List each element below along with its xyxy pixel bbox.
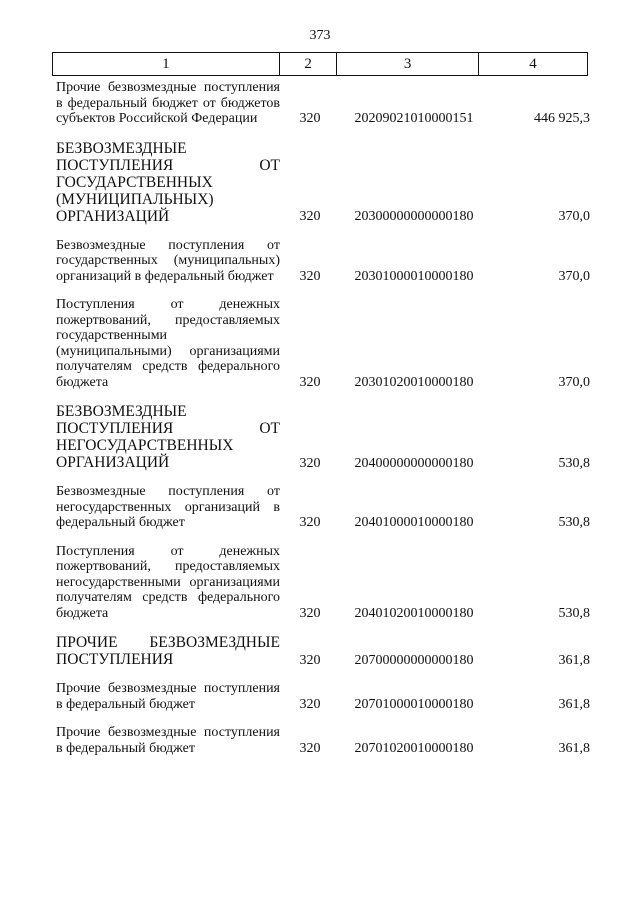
row-name: Прочие безвозмездные поступления в федеральный бюджет (56, 725, 280, 756)
row-amount: 370,0 (558, 268, 590, 284)
row-classification-code: 20209021010000151 (354, 111, 474, 126)
column-header-2: 2 (279, 53, 337, 76)
row-admin-code: 320 (299, 209, 321, 224)
column-header-3: 3 (337, 53, 479, 76)
row-admin-code: 320 (299, 740, 321, 756)
table-row (56, 725, 590, 756)
row-amount: 530,8 (558, 455, 590, 471)
row-classification-code: 20301020010000180 (354, 374, 474, 390)
table-row (56, 238, 590, 285)
table-row (56, 544, 590, 622)
row-classification-code: 20401020010000180 (354, 605, 474, 621)
table-row (56, 681, 590, 712)
row-admin-code: 320 (299, 605, 321, 621)
row-name: Прочие безвозмездные поступления в федеральный бюджет (56, 681, 280, 712)
table-row (56, 140, 590, 225)
table-row (56, 297, 590, 390)
page-number: 373 (309, 28, 331, 43)
row-name: Поступления от денежных пожертвований, предоставляемых негосударственными организациями получателям средств федерального бюджета (56, 543, 280, 621)
row-name: ПРОЧИЕ БЕЗВОЗМЕЗДНЫЕ ПОСТУПЛЕНИЯ (56, 634, 280, 668)
row-classification-code: 20700000000000180 (354, 652, 474, 668)
row-admin-code: 320 (299, 515, 321, 530)
row-amount: 370,0 (558, 374, 590, 390)
row-classification-code: 20701000010000180 (354, 696, 474, 712)
row-admin-code: 320 (299, 268, 321, 284)
column-header-table (52, 52, 588, 76)
row-amount: 361,8 (558, 696, 590, 712)
table-row (56, 634, 590, 668)
budget-rows (56, 80, 590, 769)
row-admin-code: 320 (299, 696, 321, 712)
row-amount: 361,8 (558, 652, 590, 668)
row-classification-code: 20301000010000180 (354, 268, 474, 284)
row-name: Безвозмездные поступления от государственных (муниципальных) организаций в федеральный бюджет (56, 237, 280, 284)
row-name: Прочие безвозмездные поступления в федеральный бюджет от бюджетов субъектов Российской Федерации (56, 80, 280, 126)
row-classification-code: 20701020010000180 (354, 740, 474, 756)
row-name: БЕЗВОЗМЕЗДНЫЕ ПОСТУПЛЕНИЯ ОТ НЕГОСУДАРСТВЕННЫХ ОРГАНИЗАЦИЙ (56, 403, 280, 471)
row-admin-code: 320 (299, 652, 321, 668)
row-admin-code: 320 (299, 374, 321, 390)
row-classification-code: 20400000000000180 (354, 455, 474, 471)
column-header-row (53, 53, 588, 76)
row-amount: 361,8 (558, 740, 590, 756)
column-header-1: 1 (53, 53, 280, 76)
row-amount: 446 925,3 (534, 111, 590, 126)
row-name: Безвозмездные поступления от негосударственных организаций в федеральный бюджет (56, 484, 280, 530)
table-row (56, 484, 590, 531)
table-row (56, 403, 590, 471)
row-classification-code: 20401000010000180 (354, 515, 474, 530)
table-row (56, 80, 590, 127)
row-name: Поступления от денежных пожертвований, предоставляемых государственными (муниципальными) организациями получателям средств федерального бюджета (56, 297, 280, 390)
row-admin-code: 320 (299, 455, 321, 471)
row-amount: 370,0 (558, 209, 590, 224)
row-name: БЕЗВОЗМЕЗДНЫЕ ПОСТУПЛЕНИЯ ОТ ГОСУДАРСТВЕННЫХ (МУНИЦИПАЛЬНЫХ) ОРГАНИЗАЦИЙ (56, 139, 280, 225)
row-amount: 530,8 (558, 515, 590, 530)
row-admin-code: 320 (299, 111, 321, 126)
row-classification-code: 20300000000000180 (354, 209, 474, 224)
row-amount: 530,8 (558, 605, 590, 621)
column-header-4: 4 (478, 53, 587, 76)
